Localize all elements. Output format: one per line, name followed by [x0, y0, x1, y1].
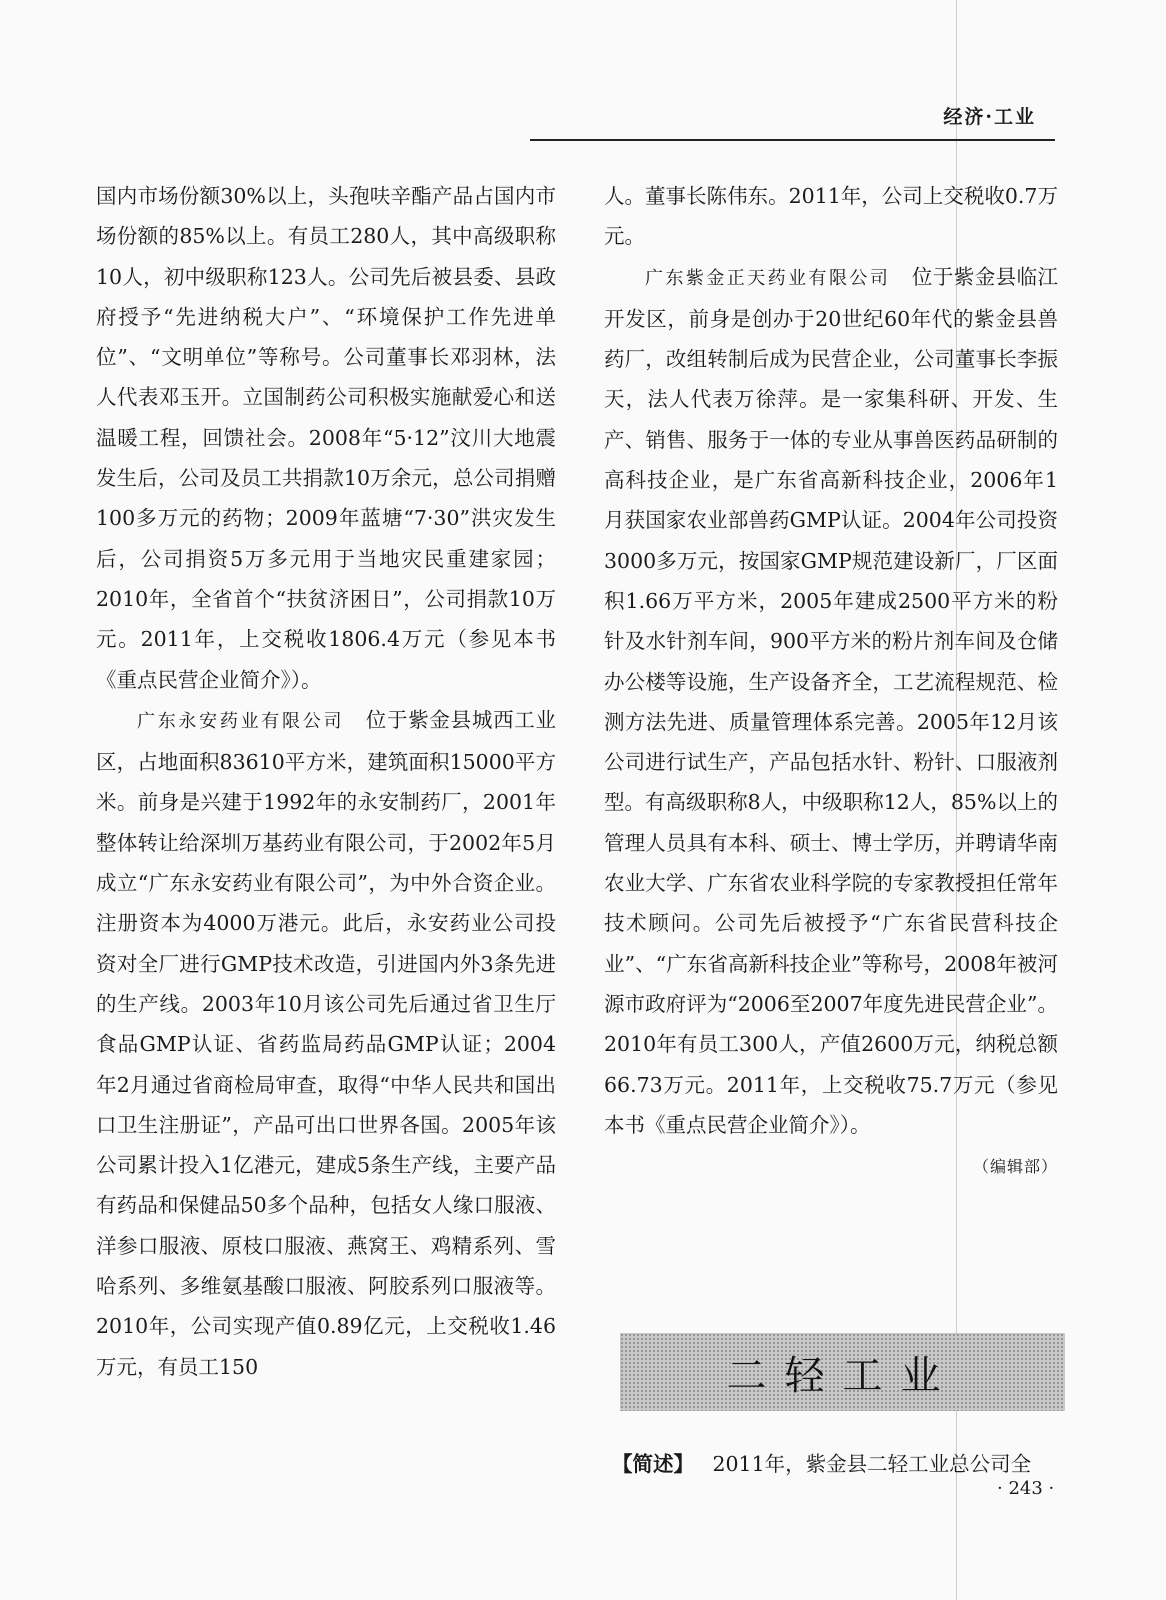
right-column — [604, 176, 1058, 1187]
intro-text: 2011年，紫金县二轻工业总公司全 — [712, 1452, 1032, 1476]
section-title: 二轻工业 — [726, 1352, 959, 1399]
paragraph-continuation: 国内市场份额30%以上，头孢呋辛酯产品占国内市场份额的85%以上。有员工280人，其中高级职称10人，初中级职称123人。公司先后被县委、县政府授予“先进纳税大户”、“环境保护工作先进单位”、“文明单位”等称号。公司董事长邓羽林，法人代表邓玉开。立国制药公司积极实施献爱心和送温暖工程，回馈社会。2008年“5·12”汶川大地震发生后，公司及员工共捐款10万余元，总公司捐赠100多万元的药物；2009年蓝塘“7·30”洪灾发生后，公司捐资5万多元用于当地灾民重建家园；2010年，全省首个“扶贫济困日”，公司捐款10万元。2011年，上交税收1806.4万元（参见本书《重点民营企业简介》）。 — [96, 184, 556, 692]
header-rule — [530, 139, 1055, 141]
paragraph-continuation-right: 人。董事长陈伟东。2011年，公司上交税收0.7万元。 — [604, 184, 1058, 249]
company-name-zhengtian: 广东紫金正天药业有限公司 — [645, 267, 891, 289]
paragraph-yongan-text: 位于紫金县城西工业区，占地面积83610平方米，建筑面积15000平方米。前身是兴建于1992年的永安制药厂，2001年整体转让给深圳万基药业有限公司，于2002年5月成立“广东永安药业有限公司”，为中外合资企业。注册资本为4000万港元。此后，永安药业公司投资对全厂进行GMP技术改造，引进国内外3条先进的生产线。2003年10月该公司先后通过省卫生厅食品GMP认证、省药监局药品GMP认证；2004年2月通过省商检局审查，取得“中华人民共和国出口卫生注册证”，产品可出口世界各国。2005年该公司累计投入1亿港元，建成5条生产线，主要产品有药品和保健品50多个品种，包括女人缘口服液、洋参口服液、原枝口服液、燕窝王、鸡精系列、雪哈系列、多维氨基酸口服液、阿胶系列口服液等。2010年，公司实现产值0.89亿元，上交税收1.46万元，有员工150 — [96, 707, 557, 1379]
section-intro — [612, 1446, 1072, 1482]
left-column — [96, 176, 556, 1387]
running-header: 经济·工业 — [943, 106, 1036, 128]
paragraph-yongan — [96, 700, 556, 1387]
paragraph-zhengtian — [604, 257, 1058, 1146]
editor-signoff: （编辑部） — [972, 1157, 1058, 1177]
intro-tag: 【简述】 — [612, 1452, 694, 1476]
paragraph-zhengtian-text: 位于紫金县临江开发区，前身是创办于20世纪60年代的紫金县兽药厂，改组转制后成为民营企业，公司董事长李振天，法人代表万徐萍。是一家集科研、开发、生产、销售、服务于一体的专业从事兽医药品研制的高科技企业，是广东省高新科技企业，2006年1月获国家农业部兽药GMP认证。2004年公司投资3000多万元，按国家GMP规范建设新厂，厂区面积1.66万平方米，2005年建成2500平方米的粉针及水针剂车间，900平方米的粉片剂车间及仓储办公楼等设施，生产设备齐全，工艺流程规范、检测方法先进、质量管理体系完善。2005年12月该公司进行试生产，产品包括水针、粉针、口服液剂型。有高级职称8人，中级职称12人，85%以上的管理人员具有本科、硕士、博士学历，并聘请华南农业大学、广东省农业科学院的专家教授担任常年技术顾问。公司先后被授予“广东省民营科技企业”、“广东省高新科技企业”等称号，2008年被河源市政府评为“2006至2007年度先进民营企业”。2010年有员工300人，产值2600万元，纳税总额66.73万元。2011年，上交税收75.7万元（参见本书《重点民营企业简介》）。 — [604, 264, 1059, 1137]
company-name-yongan: 广东永安药业有限公司 — [137, 710, 345, 732]
section-banner — [620, 1333, 1065, 1411]
page-number: · 243 · — [997, 1478, 1055, 1499]
